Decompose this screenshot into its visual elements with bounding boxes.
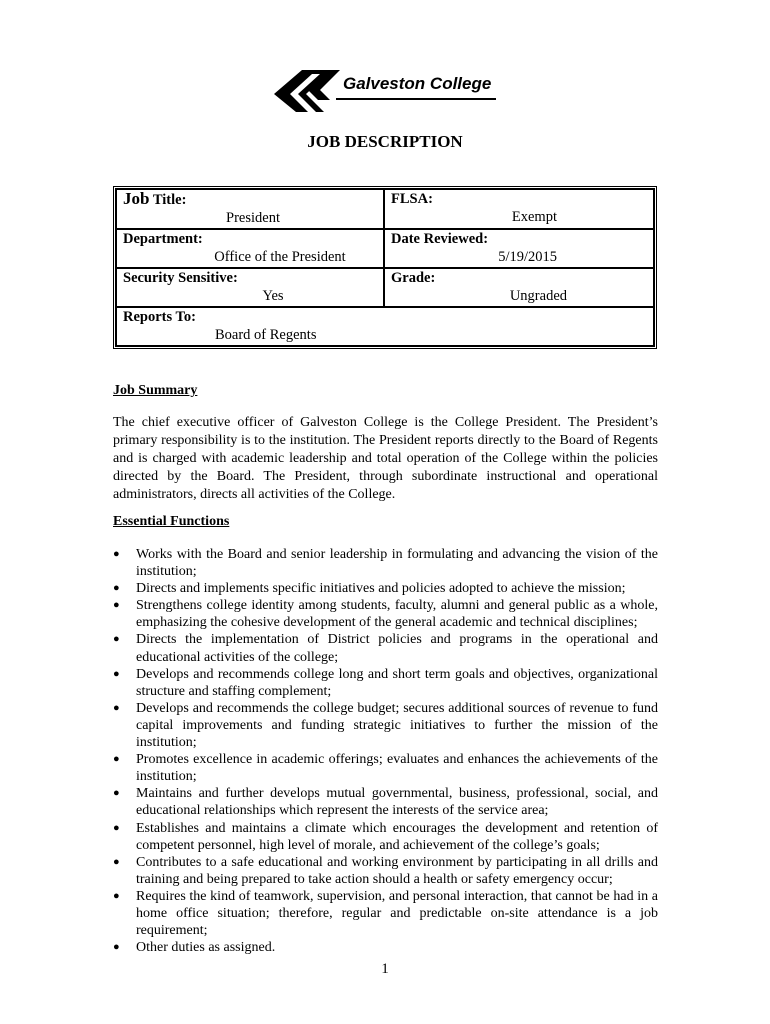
reports-to-cell — [116, 307, 654, 346]
department-cell — [116, 229, 384, 268]
list-item: ● Other duties as assigned. — [113, 940, 276, 956]
list-item: ● Requires the kind of teamwork, supervision, and personal interaction, that cannot be had in a home office situation; therefore, regular and predictable on-site attendance is a job requirement; — [113, 888, 658, 939]
list-item: ● Develops and recommends the college budget; secures additional sources of revenue to fund capital improvements and funding strategic initiatives to further the mission of the institution; — [113, 700, 658, 751]
grade-cell — [384, 268, 654, 307]
flsa-value: Exempt — [511, 209, 557, 225]
job-title-label-rest: Title: — [149, 192, 187, 208]
job-summary-text: The chief executive officer of Galveston College is the College President. The President’s primary responsibility is to the institution. The President reports directly to the Board of Regents and is charged with academic leadership and total operation of the College within the policies directed by the Board. The President, through subordinate instructional and operational administrators, directs all activities of the College. — [113, 415, 658, 502]
list-item: ● Directs and implements specific initiatives and policies adopted to achieve the mission; — [113, 581, 626, 597]
department-label: Department: — [123, 231, 203, 247]
list-item: ● Develops and recommends college long and short term goals and objectives, organizational structure and staffing complement; — [113, 666, 658, 699]
date-reviewed-label: Date Reviewed: — [391, 231, 489, 247]
grade-value: Ungraded — [509, 288, 567, 304]
flsa-cell — [384, 189, 654, 229]
job-summary-heading: Job Summary — [113, 383, 198, 398]
list-item: ● Directs the implementation of District policies and programs in the operational and educational activities of the college; — [113, 632, 658, 665]
reports-to-label: Reports To: — [123, 309, 196, 325]
list-item: ● Promotes excellence in academic offerings; evaluates and enhances the achievements of the institution; — [113, 752, 658, 785]
job-title-label-word: Job — [123, 189, 150, 208]
list-item: ● Establishes and maintains a climate which encourages the development and retention of competent personnel, high level of morale, and achievement of the college’s goals; — [113, 820, 658, 853]
list-item: ● Maintains and further develops mutual governmental, business, professional, social, and educational relationships which represent the interests of the service area; — [113, 786, 658, 819]
list-item: ● Works with the Board and senior leadership in formulating and advancing the vision of the institution; — [113, 547, 658, 580]
grade-label: Grade: — [391, 270, 436, 286]
college-logo — [272, 66, 502, 124]
essential-functions-heading: Essential Functions — [113, 514, 230, 529]
list-item: ● Contributes to a safe educational and working environment by participating in all drills and training and being prepared to take action should a health or safety emergency occur; — [113, 854, 658, 887]
date-reviewed-value: 5/19/2015 — [498, 249, 557, 265]
department-value: Office of the President — [214, 249, 346, 265]
job-info-table — [113, 186, 657, 349]
flsa-label: FLSA: — [391, 191, 433, 207]
job-title-cell — [116, 189, 384, 229]
page-number: 1 — [381, 961, 389, 977]
job-title-value: President — [226, 210, 280, 226]
reports-to-value: Board of Regents — [215, 327, 317, 343]
date-reviewed-cell — [384, 229, 654, 268]
security-label: Security Sensitive: — [123, 270, 238, 286]
essential-functions-list — [113, 546, 658, 956]
security-cell — [116, 268, 384, 307]
security-value: Yes — [262, 288, 284, 304]
logo-text: Galveston College — [343, 74, 492, 93]
list-item: ● Strengthens college identity among students, faculty, alumni and general public as a whole, emphasizing the cohesive development of the general academic and technical disciplines; — [113, 598, 658, 631]
document-title: JOB DESCRIPTION — [307, 132, 463, 151]
job-title-label — [123, 190, 383, 209]
